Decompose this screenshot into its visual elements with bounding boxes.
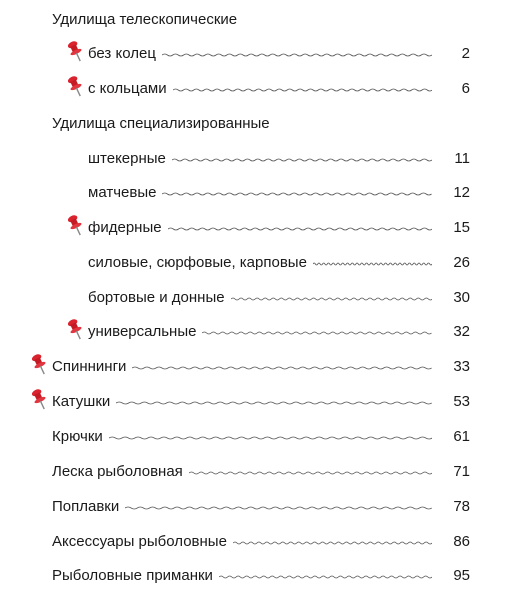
push-pin-icon xyxy=(68,214,84,238)
toc-entry-shtekernye[interactable] xyxy=(0,143,520,173)
toc-entry-label: фидерные xyxy=(88,218,162,236)
toc-page-number: 95 xyxy=(453,566,470,584)
toc-heading-label: Удилища телескопические xyxy=(52,10,238,28)
leader-line xyxy=(116,399,432,407)
toc-heading-label: Удилища специализированные xyxy=(52,114,270,132)
toc-entry-bez-kolec[interactable] xyxy=(0,38,520,68)
toc-entry-fidernye[interactable] xyxy=(0,212,520,242)
toc-page-number: 2 xyxy=(461,44,470,62)
toc-heading-specialized xyxy=(0,108,520,138)
toc-entry-label: Катушки xyxy=(52,392,111,410)
toc-entry-label: Поплавки xyxy=(52,497,120,515)
leader-line xyxy=(172,156,432,164)
toc-entry-universalnye[interactable] xyxy=(0,316,520,346)
leader-line xyxy=(162,190,432,198)
toc-entry-s-kolcami[interactable] xyxy=(0,73,520,103)
toc-entry-label: Леска рыболовная xyxy=(52,462,183,480)
toc-entry-matchevye[interactable] xyxy=(0,177,520,207)
leader-line xyxy=(132,364,432,372)
toc-page-number: 53 xyxy=(453,392,470,410)
toc-page-number: 26 xyxy=(453,253,470,271)
toc-entry-label: силовые, сюрфовые, карповые xyxy=(88,253,307,271)
toc-page-number: 32 xyxy=(453,322,470,340)
leader-line xyxy=(109,434,432,442)
toc-entry-poplavki[interactable] xyxy=(0,491,520,521)
leader-line xyxy=(231,295,432,303)
push-pin-icon xyxy=(68,75,84,99)
leader-line xyxy=(313,260,432,268)
toc-entry-label: Спиннинги xyxy=(52,357,127,375)
toc-entry-silovye[interactable] xyxy=(0,247,520,277)
toc-entry-label: с кольцами xyxy=(88,79,167,97)
leader-line xyxy=(219,573,432,581)
toc-entry-label: универсальные xyxy=(88,322,197,340)
toc-page-number: 15 xyxy=(453,218,470,236)
leader-line xyxy=(233,539,432,547)
toc-entry-spinningi[interactable] xyxy=(0,351,520,381)
toc-entry-label: Крючки xyxy=(52,427,103,445)
toc-page-number: 11 xyxy=(454,149,470,167)
toc-entry-label: без колец xyxy=(88,44,156,62)
toc-entry-katushki[interactable] xyxy=(0,386,520,416)
toc-page-number: 33 xyxy=(453,357,470,375)
toc-page-number: 12 xyxy=(453,183,470,201)
push-pin-icon xyxy=(32,353,48,377)
toc-entry-label: матчевые xyxy=(88,183,157,201)
push-pin-icon xyxy=(68,40,84,64)
toc-heading-telescopic xyxy=(0,4,520,34)
toc-entry-bortovye[interactable] xyxy=(0,282,520,312)
toc-entry-aksessuary[interactable] xyxy=(0,526,520,556)
leader-line xyxy=(202,329,432,337)
toc-page-number: 71 xyxy=(453,462,470,480)
toc-entry-kryuchki[interactable] xyxy=(0,421,520,451)
toc-page-number: 61 xyxy=(453,427,470,445)
toc-page-number: 86 xyxy=(453,532,470,550)
toc-entry-label: бортовые и донные xyxy=(88,288,225,306)
leader-line xyxy=(125,504,432,512)
leader-line xyxy=(173,86,432,94)
toc-page-number: 6 xyxy=(461,79,470,97)
toc-entry-label: штекерные xyxy=(88,149,166,167)
push-pin-icon xyxy=(68,318,84,342)
toc-entry-label: Рыболовные приманки xyxy=(52,566,213,584)
toc-page-number: 78 xyxy=(453,497,470,515)
push-pin-icon xyxy=(32,388,48,412)
toc-page-number: 30 xyxy=(453,288,470,306)
leader-line xyxy=(168,225,432,233)
toc-entry-label: Аксессуары рыболовные xyxy=(52,532,227,550)
leader-line xyxy=(162,51,432,59)
leader-line xyxy=(189,469,432,477)
toc-entry-leska[interactable] xyxy=(0,456,520,486)
toc-entry-primanki[interactable] xyxy=(0,560,520,590)
